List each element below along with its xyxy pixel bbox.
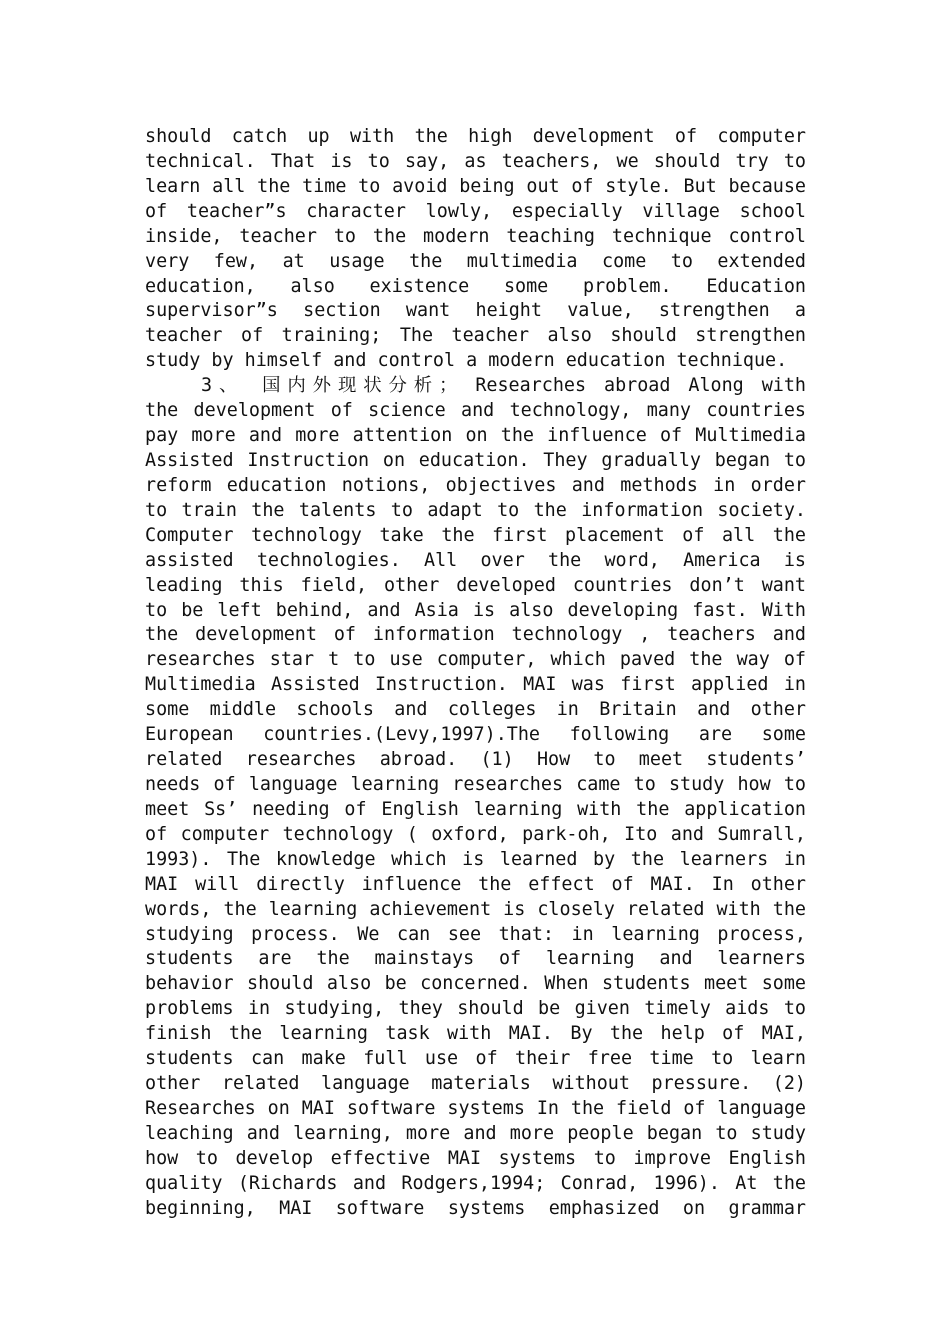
text-line: teacher of training; The teacher also should strengthen bbox=[145, 325, 806, 347]
text-line: words, the learning achievement is closely related with the bbox=[145, 898, 806, 920]
text-line: problems in studying, they should be given timely aids to bbox=[145, 998, 806, 1020]
text-line: studying process. We can see that: in learning process, bbox=[145, 923, 806, 945]
text-line: other related language materials without pressure. (2) bbox=[145, 1073, 806, 1095]
text-line: education, also existence some problem. Education bbox=[145, 275, 806, 297]
text-line: assisted technologies. All over the word, America is bbox=[145, 549, 806, 571]
text-line: finish the learning task with MAI. By the help of MAI, bbox=[145, 1023, 806, 1045]
text-line: study by himself and control a modern education technique. bbox=[145, 350, 788, 372]
text-line: quality (Richards and Rodgers,1994; Conrad, 1996). At the bbox=[145, 1172, 806, 1194]
text-line: meet Ss’ needing of English learning with the application bbox=[145, 798, 806, 820]
text-line: reform education notions, objectives and methods in order bbox=[145, 474, 806, 496]
text-line: the development of information technology , teachers and bbox=[145, 624, 806, 646]
text-line: supervisor”s section want height value, strengthen a bbox=[145, 300, 806, 322]
text-line: pay more and more attention on the influence of Multimedia bbox=[145, 425, 806, 447]
text-line: related researches abroad. (1) How to meet students’ bbox=[145, 749, 806, 771]
text-line: leading this field, other developed countries don’t want bbox=[145, 574, 806, 596]
text-line: the development of science and technology, many countries bbox=[145, 400, 806, 422]
text-line: Multimedia Assisted Instruction. MAI was first applied in bbox=[145, 674, 806, 696]
text-line: to be left behind, and Asia is also developing fast. With bbox=[145, 599, 806, 621]
text-line: behavior should also be concerned. When students meet some bbox=[145, 973, 806, 995]
text-line: researches star t to use computer, which paved the way of bbox=[145, 649, 806, 671]
text-line: MAI will directly influence the effect of MAI. In other bbox=[145, 873, 806, 895]
text-line: some middle schools and colleges in Britain and other bbox=[145, 699, 806, 721]
text-line: leaching and learning, more and more people began to study bbox=[145, 1122, 806, 1144]
text-line: students are the mainstays of learning and learners bbox=[145, 948, 806, 970]
text-line: inside, teacher to the modern teaching technique control bbox=[145, 225, 806, 247]
text-line: of teacher”s character lowly, especially village school bbox=[145, 200, 806, 222]
text-line: European countries.(Levy,1997).The following are some bbox=[145, 724, 806, 746]
text-line: how to develop effective MAI systems to improve English bbox=[145, 1147, 806, 1169]
text-line: Researches on MAI software systems In the field of language bbox=[145, 1097, 806, 1119]
text-line: 3、 国内外现状分析； Researches abroad Along with bbox=[201, 375, 806, 397]
body-text bbox=[145, 125, 806, 1222]
text-line: learn all the time to avoid being out of style. But because bbox=[145, 175, 806, 197]
text-line: very few, at usage the multimedia come to extended bbox=[145, 250, 806, 272]
text-line: to train the talents to adapt to the information society. bbox=[145, 499, 806, 521]
text-line: Assisted Instruction on education. They gradually began to bbox=[145, 449, 806, 471]
text-line: needs of language learning researches came to study how to bbox=[145, 773, 806, 795]
text-line: should catch up with the high development of computer bbox=[145, 126, 806, 147]
text-line: technical. That is to say, as teachers, we should try to bbox=[145, 150, 806, 172]
text-line: of computer technology ( oxford, park-oh, Ito and Sumrall, bbox=[145, 823, 806, 845]
text-line: students can make full use of their free time to learn bbox=[145, 1048, 806, 1070]
text-line: 1993). The knowledge which is learned by the learners in bbox=[145, 848, 806, 870]
text-line: Computer technology take the first placement of all the bbox=[145, 524, 806, 546]
text-line: beginning, MAI software systems emphasized on grammar bbox=[145, 1197, 806, 1219]
